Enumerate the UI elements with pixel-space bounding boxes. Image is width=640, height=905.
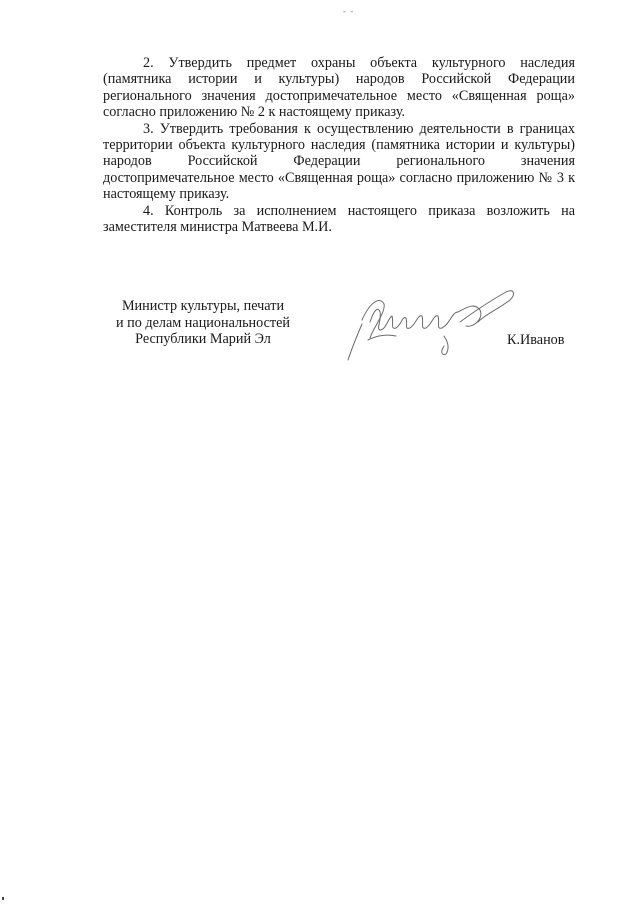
paragraph-item-3: 3. Утвердить требования к осуществлению деятельности в границах территории объекта культурного наследия (памятника истории и культуры) народов Российской Федерации регионального значения достопримечательное место «Священная роща» согласно приложению № 3 к настоящему приказу.: [103, 120, 575, 203]
signatory-title-line: и по делам национальностей: [116, 314, 290, 331]
handwritten-signature: [340, 282, 520, 368]
paragraph-item-4: 4. Контроль за исполнением настоящего приказа возложить на заместителя министра Матвеева М.И.: [103, 202, 575, 236]
signatory-title-line: Республики Марий Эл: [135, 331, 271, 348]
signatory-title-line: Министр культуры, печати: [121, 298, 285, 314]
signatory-title: [103, 298, 303, 348]
scan-artifact: [2, 897, 4, 900]
page-number-mark: - -: [343, 6, 355, 16]
signature-block: [0, 0, 640, 400]
signatory-name: К.Иванов: [507, 332, 565, 348]
paragraph-item-2: 2. Утвердить предмет охраны объекта культурного наследия (памятника истории и культуры) народов Российской Федерации регионального значения достопримечательное место «Священная роща» согласно приложению № 2 к настоящему приказу.: [103, 55, 575, 121]
